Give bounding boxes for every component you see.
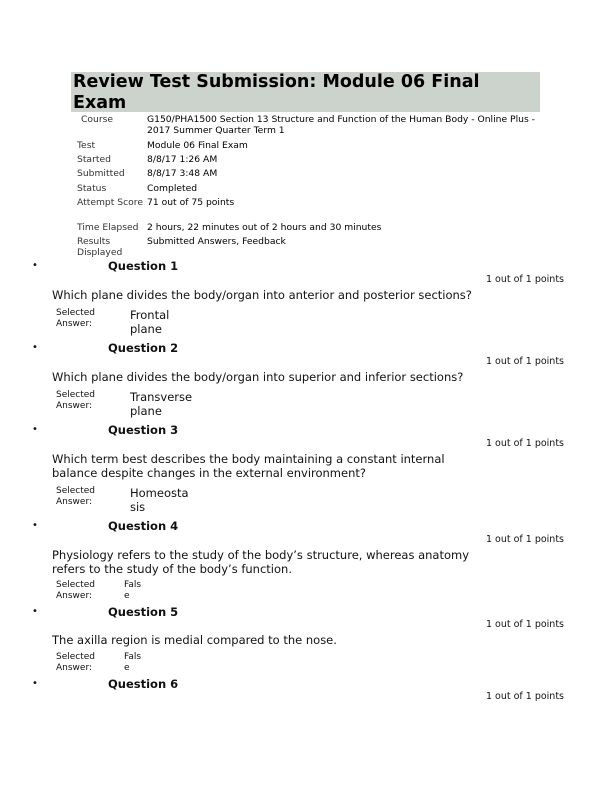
meta-value: Completed xyxy=(147,183,198,194)
bullet-icon: • xyxy=(32,606,38,617)
meta-value: Module 06 Final Exam xyxy=(147,140,248,151)
selected-answer-value: Homeostasis xyxy=(130,486,189,514)
selected-answer-value: False xyxy=(124,652,142,673)
meta-label: Started xyxy=(77,154,111,165)
meta-label: Test xyxy=(77,140,96,151)
meta-label: Submitted xyxy=(77,168,125,179)
question-text: Which plane divides the body/organ into superior and inferior sections? xyxy=(52,370,464,384)
selected-answer-value: False xyxy=(124,580,142,601)
question-title: Question 5 xyxy=(108,605,179,619)
question-text: Physiology refers to the study of the body’s structure, whereas anatomy refers to the study of the body’s function. xyxy=(52,548,470,576)
meta-value: G150/PHA1500 Section 13 Structure and Function of the Human Body - Online Plus - 2017 Summer Quarter Term 1 xyxy=(147,114,535,136)
page-title: Review Test Submission: Module 06 Final Exam xyxy=(73,72,480,113)
question-title: Question 4 xyxy=(108,519,179,533)
bullet-icon: • xyxy=(32,424,38,435)
selected-answer-value: Frontal plane xyxy=(130,308,170,336)
bullet-icon: • xyxy=(32,520,38,531)
meta-value: 71 out of 75 points xyxy=(147,197,235,208)
meta-label: Time Elapsed xyxy=(77,222,139,233)
bullet-icon: • xyxy=(32,678,38,689)
meta-value: 8/8/17 3:48 AM xyxy=(147,168,218,179)
question-points: 1 out of 1 points xyxy=(485,534,564,545)
question-points: 1 out of 1 points xyxy=(485,356,564,367)
meta-value: 8/8/17 1:26 AM xyxy=(147,154,218,165)
meta-value: 2 hours, 22 minutes out of 2 hours and 30 minutes xyxy=(147,222,382,233)
bullet-icon: • xyxy=(32,260,38,271)
question-points: 1 out of 1 points xyxy=(485,274,564,285)
question-title: Question 3 xyxy=(108,423,179,437)
question-text: Which term best describes the body maintaining a constant internal balance despite changes in the external environment? xyxy=(52,452,445,480)
question-points: 1 out of 1 points xyxy=(485,691,564,702)
selected-answer-value: Transverse plane xyxy=(130,390,193,418)
selected-answer-label: Selected Answer: xyxy=(56,390,96,411)
question-text: The axilla region is medial compared to the nose. xyxy=(52,633,337,647)
question-title: Question 2 xyxy=(108,341,179,355)
meta-value: Submitted Answers, Feedback xyxy=(147,236,286,247)
question-title: Question 6 xyxy=(108,677,179,691)
meta-label: Status xyxy=(77,183,107,194)
selected-answer-label: Selected Answer: xyxy=(56,308,96,329)
meta-label: Course xyxy=(81,114,114,125)
question-title: Question 1 xyxy=(108,259,179,273)
meta-label: Attempt Score xyxy=(77,197,144,208)
question-points: 1 out of 1 points xyxy=(485,438,564,449)
selected-answer-label: Selected Answer: xyxy=(56,580,96,601)
question-points: 1 out of 1 points xyxy=(485,619,564,630)
bullet-icon: • xyxy=(32,342,38,353)
question-text: Which plane divides the body/organ into anterior and posterior sections? xyxy=(52,288,472,302)
selected-answer-label: Selected Answer: xyxy=(56,652,96,673)
selected-answer-label: Selected Answer: xyxy=(56,486,96,507)
meta-label: Results Displayed xyxy=(77,236,123,258)
